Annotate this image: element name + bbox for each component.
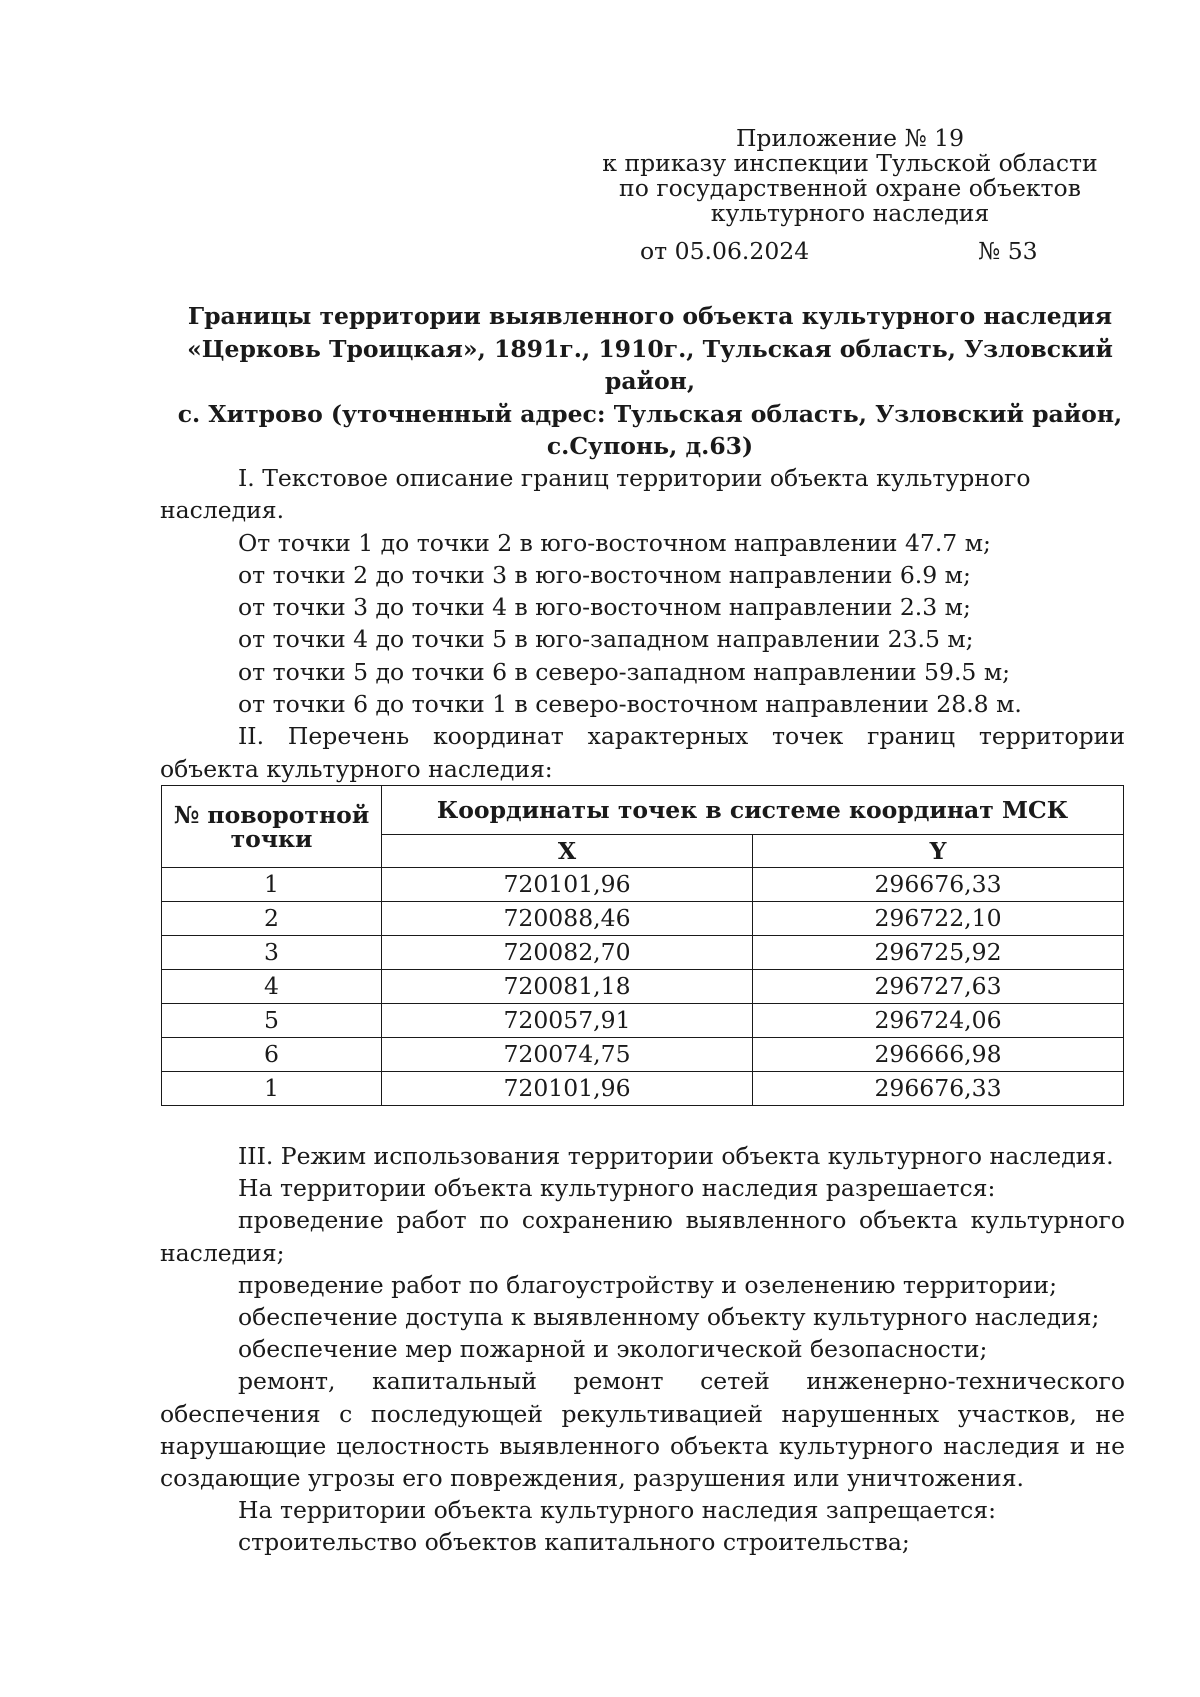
- y-coordinate-cell: 296724,06: [753, 1004, 1124, 1038]
- boundary-segment: от точки 2 до точки 3 в юго-восточном направлении 6.9 м;: [238, 560, 971, 589]
- point-number-cell: 1: [162, 1072, 382, 1106]
- column-header-point: № поворотной точки: [162, 786, 382, 868]
- section-heading: III. Режим использования территории объекта культурного наследия.: [238, 1142, 1114, 1170]
- table-header-row: [162, 786, 1124, 835]
- forbidden-intro: На территории объекта культурного наследия запрещается:: [238, 1496, 997, 1525]
- boundary-segment: от точки 5 до точки 6 в северо-западном направлении 59.5 м;: [238, 657, 1011, 686]
- table-row: [162, 902, 1124, 936]
- x-coordinate-cell: 720082,70: [382, 936, 753, 970]
- allowed-item: проведение работ по благоустройству и озеленению территории;: [238, 1270, 1058, 1299]
- point-number-cell: 1: [162, 868, 382, 902]
- allowed-intro: На территории объекта культурного наследия разрешается:: [238, 1174, 996, 1203]
- x-coordinate-cell: 720088,46: [382, 902, 753, 936]
- table-row: [162, 1038, 1124, 1072]
- title-line: «Церковь Троицкая», 1891г., 1910г., Тульская область, Узловский район,: [187, 334, 1113, 395]
- x-coordinate-cell: 720081,18: [382, 970, 753, 1004]
- section-boundary-description: [160, 462, 1125, 785]
- boundary-segment: От точки 1 до точки 2 в юго-восточном направлении 47.7 м;: [238, 528, 991, 557]
- point-number-cell: 5: [162, 1004, 382, 1038]
- y-coordinate-cell: 296727,63: [753, 970, 1124, 1004]
- appendix-number: Приложение № 19: [735, 124, 965, 152]
- title-line: Границы территории выявленного объекта культурного наследия: [187, 302, 1113, 330]
- forbidden-item: строительство объектов капитального строительства;: [238, 1528, 910, 1557]
- boundary-segment: от точки 4 до точки 5 в юго-западном направлении 23.5 м;: [238, 625, 974, 654]
- section-usage-regime: [160, 1140, 1125, 1559]
- title-line: с. Хитрово (уточненный адрес: Тульская область, Узловский район,: [177, 399, 1123, 428]
- title-line: с.Супонь, д.63): [546, 432, 754, 460]
- table-row: [162, 970, 1124, 1004]
- y-coordinate-cell: 296722,10: [753, 902, 1124, 936]
- point-number-cell: 3: [162, 936, 382, 970]
- x-coordinate-cell: 720074,75: [382, 1038, 753, 1072]
- allowed-item: ремонт, капитальный ремонт сетей инженерно-технического обеспечения с последующей рекультивацией нарушенных участков, не нарушающие целостность выявленного объекта культурного наследия и не создающие угрозы его повреждения, разрушения или уничтожения.: [160, 1367, 1125, 1493]
- table-row: [162, 936, 1124, 970]
- appendix-header: [590, 126, 1110, 226]
- table-row: [162, 1072, 1124, 1106]
- x-coordinate-cell: 720057,91: [382, 1004, 753, 1038]
- boundary-segment: от точки 3 до точки 4 в юго-восточном направлении 2.3 м;: [238, 593, 971, 622]
- allowed-item: обеспечение мер пожарной и экологической безопасности;: [238, 1335, 988, 1364]
- point-number-cell: 2: [162, 902, 382, 936]
- x-coordinate-cell: 720101,96: [382, 1072, 753, 1106]
- allowed-item: обеспечение доступа к выявленному объекту культурного наследия;: [238, 1303, 1100, 1332]
- order-number: № 53: [978, 237, 1038, 265]
- y-coordinate-cell: 296676,33: [753, 1072, 1124, 1106]
- table-row: [162, 868, 1124, 902]
- table-row: [162, 1004, 1124, 1038]
- column-header-y: Y: [753, 835, 1124, 868]
- y-coordinate-cell: 296666,98: [753, 1038, 1124, 1072]
- y-coordinate-cell: 296725,92: [753, 936, 1124, 970]
- order-date: от 05.06.2024: [640, 237, 810, 265]
- point-number-cell: 6: [162, 1038, 382, 1072]
- allowed-item: проведение работ по сохранению выявленного объекта культурного наследия;: [160, 1206, 1125, 1267]
- column-header-x: X: [382, 835, 753, 868]
- order-reference-line: культурного наследия: [710, 199, 990, 227]
- document-title: [150, 300, 1150, 463]
- boundary-segment: от точки 6 до точки 1 в северо-восточном направлении 28.8 м.: [238, 690, 1022, 719]
- order-reference-line: по государственной охране объектов: [619, 174, 1081, 202]
- section-heading: II. Перечень координат характерных точек границ территории объекта культурного наследия:: [160, 722, 1125, 783]
- x-coordinate-cell: 720101,96: [382, 868, 753, 902]
- y-coordinate-cell: 296676,33: [753, 868, 1124, 902]
- section-heading: I. Текстовое описание границ территории объекта культурного наследия.: [160, 464, 1031, 525]
- order-reference-line: к приказу инспекции Тульской области: [602, 149, 1098, 177]
- column-header-coordinates: Координаты точек в системе координат МСК: [382, 786, 1124, 835]
- point-number-cell: 4: [162, 970, 382, 1004]
- coordinates-table: [161, 785, 1124, 1106]
